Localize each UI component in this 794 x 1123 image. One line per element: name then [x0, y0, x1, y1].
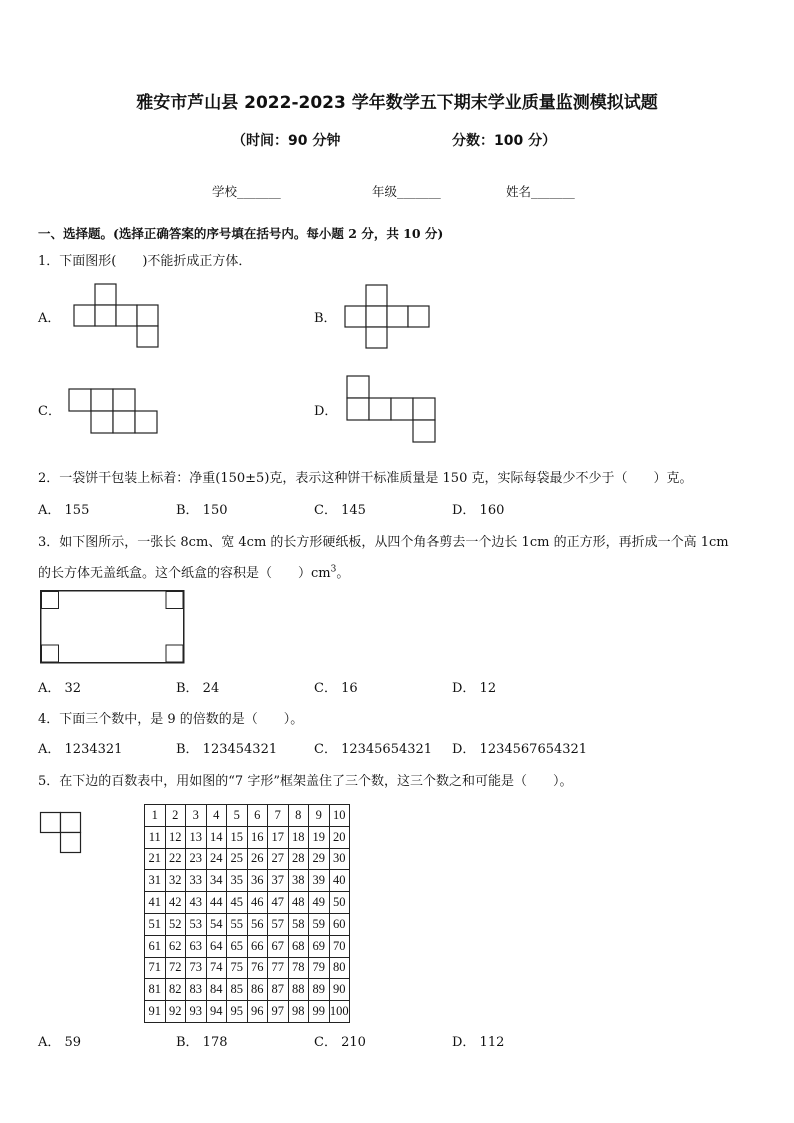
- table-cell: 86: [247, 979, 268, 1001]
- table-cell: 9: [309, 805, 330, 827]
- table-cell: 85: [227, 979, 248, 1001]
- table-cell: 11: [145, 826, 166, 848]
- table-cell: 92: [165, 1001, 186, 1023]
- q3-unit-superscript: 3: [330, 564, 337, 575]
- table-cell: 68: [288, 935, 309, 957]
- table-cell: 20: [329, 826, 350, 848]
- table-cell: 48: [288, 892, 309, 914]
- table-cell: 32: [165, 870, 186, 892]
- table-cell: 64: [206, 935, 227, 957]
- table-cell: 78: [288, 957, 309, 979]
- q5-option-a[interactable]: A． 59: [38, 1035, 82, 1050]
- table-cell: 33: [186, 870, 207, 892]
- table-cell: 30: [329, 848, 350, 870]
- table-cell: 1: [145, 805, 166, 827]
- table-cell: 18: [288, 826, 309, 848]
- table-cell: 94: [206, 1001, 227, 1023]
- table-cell: 3: [186, 805, 207, 827]
- table-cell: 63: [186, 935, 207, 957]
- question-2-stem: 2．一袋饼干包装上标着：净重(150±5)克，表示这种饼干标准质量是 150 克，实际每袋最少不少于（ ）克。: [38, 471, 693, 486]
- table-cell: 21: [145, 848, 166, 870]
- table-cell: 66: [247, 935, 268, 957]
- table-cell: 76: [247, 957, 268, 979]
- table-cell: 52: [165, 913, 186, 935]
- q5-option-c[interactable]: C． 210: [314, 1035, 366, 1050]
- table-cell: 79: [309, 957, 330, 979]
- q3-option-d[interactable]: D． 12: [452, 681, 497, 696]
- table-cell: 27: [268, 848, 289, 870]
- table-cell: 25: [227, 848, 248, 870]
- exam-score: 分数：100 分）: [452, 133, 557, 149]
- table-cell: 7: [268, 805, 289, 827]
- table-cell: 28: [288, 848, 309, 870]
- table-row: [145, 913, 350, 935]
- table-cell: 36: [247, 870, 268, 892]
- hundred-table: [144, 804, 350, 1023]
- q4-option-c[interactable]: C． 12345654321: [314, 742, 433, 757]
- table-cell: 42: [165, 892, 186, 914]
- table-cell: 83: [186, 979, 207, 1001]
- grade-field[interactable]: 年级_______: [372, 184, 441, 199]
- table-cell: 82: [165, 979, 186, 1001]
- table-row: [145, 848, 350, 870]
- table-cell: 93: [186, 1001, 207, 1023]
- table-cell: 29: [309, 848, 330, 870]
- table-cell: 91: [145, 1001, 166, 1023]
- q5-option-b[interactable]: B． 178: [176, 1035, 228, 1050]
- table-cell: 67: [268, 935, 289, 957]
- table-row: [145, 892, 350, 914]
- table-cell: 60: [329, 913, 350, 935]
- table-cell: 49: [309, 892, 330, 914]
- table-cell: 59: [309, 913, 330, 935]
- question-3-stem-line2: [38, 562, 349, 581]
- table-cell: 70: [329, 935, 350, 957]
- table-cell: 81: [145, 979, 166, 1001]
- table-cell: 58: [288, 913, 309, 935]
- table-cell: 8: [288, 805, 309, 827]
- table-cell: 44: [206, 892, 227, 914]
- table-cell: 89: [309, 979, 330, 1001]
- seven-shape-frame: [40, 812, 82, 854]
- table-cell: 90: [329, 979, 350, 1001]
- table-cell: 4: [206, 805, 227, 827]
- table-cell: 23: [186, 848, 207, 870]
- table-cell: 5: [227, 805, 248, 827]
- table-cell: 14: [206, 826, 227, 848]
- q2-option-c[interactable]: C． 145: [314, 503, 366, 518]
- table-row: [145, 826, 350, 848]
- table-cell: 96: [247, 1001, 268, 1023]
- table-cell: 31: [145, 870, 166, 892]
- q3-option-c[interactable]: C． 16: [314, 681, 358, 696]
- table-cell: 57: [268, 913, 289, 935]
- table-cell: 74: [206, 957, 227, 979]
- q1-option-c-label[interactable]: C．: [38, 404, 61, 419]
- table-cell: 50: [329, 892, 350, 914]
- q2-option-a[interactable]: A． 155: [38, 503, 90, 518]
- table-cell: 77: [268, 957, 289, 979]
- school-field[interactable]: 学校_______: [212, 184, 281, 199]
- question-4-stem: 4．下面三个数中，是 9 的倍数的是（ ）。: [38, 712, 304, 727]
- cardboard-figure: [40, 590, 186, 666]
- q3-option-a[interactable]: A． 32: [38, 681, 82, 696]
- table-cell: 98: [288, 1001, 309, 1023]
- table-cell: 38: [288, 870, 309, 892]
- table-cell: 12: [165, 826, 186, 848]
- q4-option-b[interactable]: B． 123454321: [176, 742, 278, 757]
- table-cell: 43: [186, 892, 207, 914]
- q2-option-d[interactable]: D． 160: [452, 503, 505, 518]
- table-cell: 84: [206, 979, 227, 1001]
- table-cell: 34: [206, 870, 227, 892]
- table-cell: 95: [227, 1001, 248, 1023]
- table-cell: 40: [329, 870, 350, 892]
- section-heading: 一、选择题。(选择正确答案的序号填在括号内。每小题 2 分，共 10 分): [38, 226, 444, 241]
- table-row: [145, 957, 350, 979]
- table-cell: 6: [247, 805, 268, 827]
- table-cell: 80: [329, 957, 350, 979]
- table-cell: 100: [329, 1001, 350, 1023]
- table-cell: 24: [206, 848, 227, 870]
- table-cell: 53: [186, 913, 207, 935]
- table-cell: 13: [186, 826, 207, 848]
- table-cell: 39: [309, 870, 330, 892]
- table-cell: 65: [227, 935, 248, 957]
- cube-net-c: [69, 389, 159, 435]
- table-cell: 35: [227, 870, 248, 892]
- table-cell: 2: [165, 805, 186, 827]
- table-cell: 56: [247, 913, 268, 935]
- q1-option-a-label[interactable]: A．: [38, 311, 61, 326]
- table-cell: 10: [329, 805, 350, 827]
- q3-option-b[interactable]: B． 24: [176, 681, 220, 696]
- question-1-stem: 1．下面图形( )不能折成正方体．: [38, 254, 252, 269]
- table-cell: 97: [268, 1001, 289, 1023]
- table-cell: 87: [268, 979, 289, 1001]
- table-row: [145, 870, 350, 892]
- table-cell: 46: [247, 892, 268, 914]
- table-cell: 62: [165, 935, 186, 957]
- table-cell: 69: [309, 935, 330, 957]
- table-cell: 47: [268, 892, 289, 914]
- table-cell: 72: [165, 957, 186, 979]
- q3-stem-end: 。: [336, 566, 350, 581]
- table-cell: 55: [227, 913, 248, 935]
- q2-option-b[interactable]: B． 150: [176, 503, 228, 518]
- table-cell: 17: [268, 826, 289, 848]
- table-cell: 41: [145, 892, 166, 914]
- name-field[interactable]: 姓名_______: [506, 184, 575, 199]
- table-row: [145, 805, 350, 827]
- exam-time: （时间：90 分钟: [232, 133, 341, 149]
- page-title: 雅安市芦山县 2022-2023 学年数学五下期末学业质量监测模拟试题: [136, 93, 658, 113]
- table-row: [145, 1001, 350, 1023]
- table-cell: 71: [145, 957, 166, 979]
- q5-option-d[interactable]: D． 112: [452, 1035, 505, 1050]
- table-cell: 54: [206, 913, 227, 935]
- cube-net-a: [74, 284, 164, 350]
- table-cell: 51: [145, 913, 166, 935]
- table-cell: 88: [288, 979, 309, 1001]
- table-cell: 45: [227, 892, 248, 914]
- table-cell: 16: [247, 826, 268, 848]
- q4-option-d[interactable]: D． 1234567654321: [452, 742, 588, 757]
- table-cell: 61: [145, 935, 166, 957]
- q4-option-a[interactable]: A． 1234321: [38, 742, 123, 757]
- table-cell: 99: [309, 1001, 330, 1023]
- table-cell: 37: [268, 870, 289, 892]
- table-row: [145, 979, 350, 1001]
- table-cell: 15: [227, 826, 248, 848]
- table-cell: 26: [247, 848, 268, 870]
- question-5-stem: 5．在下边的百数表中，用如图的“7 字形”框架盖住了三个数，这三个数之和可能是（ ）。: [38, 774, 573, 789]
- table-cell: 19: [309, 826, 330, 848]
- table-row: [145, 935, 350, 957]
- cube-net-d: [347, 376, 439, 444]
- table-cell: 75: [227, 957, 248, 979]
- q1-option-b-label[interactable]: B．: [314, 311, 337, 326]
- table-cell: 73: [186, 957, 207, 979]
- cube-net-b: [345, 285, 435, 351]
- q1-option-d-label[interactable]: D．: [314, 404, 338, 419]
- question-3-stem-line1: 3．如下图所示，一张长 8cm、宽 4cm 的长方形硬纸板，从四个角各剪去一个边长 1cm 的正方形，再折成一个高 1cm: [38, 535, 729, 550]
- q3-stem-text: 的长方体无盖纸盒。这个纸盒的容积是（ ）cm: [38, 566, 331, 581]
- table-cell: 22: [165, 848, 186, 870]
